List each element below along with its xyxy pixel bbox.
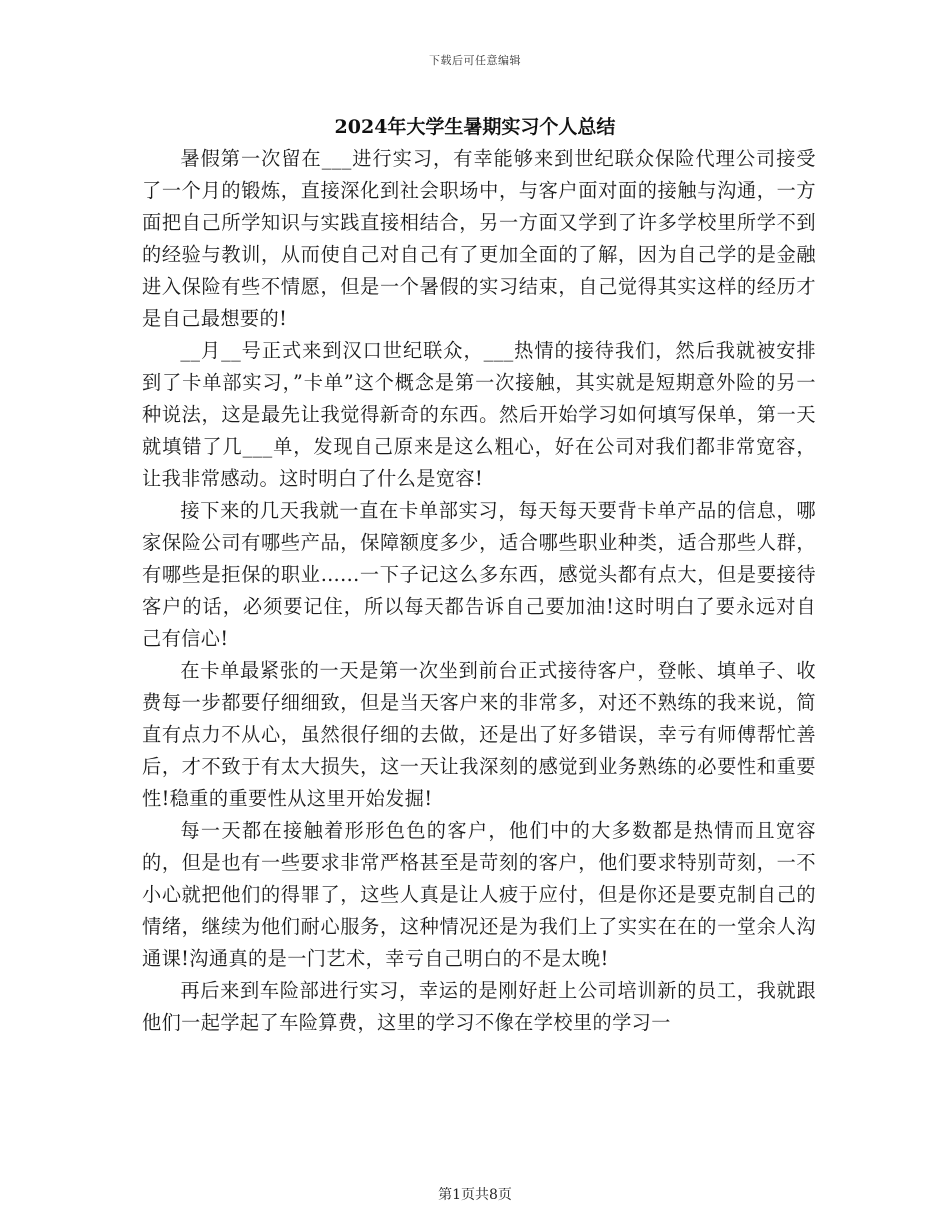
page-number-footer: 第1页共8页 bbox=[438, 1187, 512, 1203]
paragraph-6: 再后来到车险部进行实习，幸运的是刚好赶上公司培训新的员工，我就跟他们一起学起了车险算费，这里的学习不像在学校里的学习一 bbox=[142, 979, 816, 1034]
paragraph-1: 暑假第一次留在___进行实习，有幸能够来到世纪联众保险代理公司接受了一个月的锻炼，直接深化到社会职场中，与客户面对面的接触与沟通，一方面把自己所学知识与实践直接相结合，另一方面又学到了许多学校里所学不到的经验与教训，从而使自己对自己有了更加全面的了解，因为自己学的是金融进入保险有些不情愿，但是一个暑假的实习结束，自己觉得其实这样的经历才是自己最想要的! bbox=[142, 147, 816, 330]
document-body bbox=[142, 143, 816, 1039]
document-title: 2024年大学生暑期实习个人总结 bbox=[334, 116, 616, 138]
page-header-note: 下载后可任意编辑 bbox=[429, 54, 521, 67]
paragraph-4: 在卡单最紧张的一天是第一次坐到前台正式接待客户，登帐、填单子、收费每一步都要仔细细致，但是当天客户来的非常多，对还不熟练的我来说，简直有点力不从心，虽然很仔细的去做，还是出了好多错误，幸亏有师傅帮忙善后，才不致于有太大损失，这一天让我深刻的感觉到业务熟练的必要性和重要性!稳重的重要性从这里开始发掘! bbox=[142, 659, 816, 810]
paragraph-2: __月__号正式来到汉口世纪联众，___热情的接待我们，然后我就被安排到了卡单部实习，”卡单”这个概念是第一次接触，其实就是短期意外险的另一种说法，这是最先让我觉得新奇的东西。然后开始学习如何填写保单，第一天就填错了几___单，发现自己原来是这么粗心，好在公司对我们都非常宽容，让我非常感动。这时明白了什么是宽容! bbox=[142, 339, 816, 490]
paragraph-3: 接下来的几天我就一直在卡单部实习，每天每天要背卡单产品的信息，哪家保险公司有哪些产品，保障额度多少，适合哪些职业种类，适合那些人群，有哪些是拒保的职业…...一下子记这么多东西，感觉头都有点大，但是要接待客户的话，必须要记住，所以每天都告诉自己要加油!这时明白了要永远对自己有信心! bbox=[142, 499, 816, 650]
paragraph-5: 每一天都在接触着形形色色的客户，他们中的大多数都是热情而且宽容的，但是也有一些要求非常严格甚至是苛刻的客户，他们要求特别苛刻，一不小心就把他们的得罪了，这些人真是让人疲于应付，但是你还是要克制自己的情绪，继续为他们耐心服务，这种情况还是为我们上了实实在在的一堂余人沟通课!沟通真的是一门艺术，幸亏自己明白的不是太晚! bbox=[142, 819, 816, 970]
